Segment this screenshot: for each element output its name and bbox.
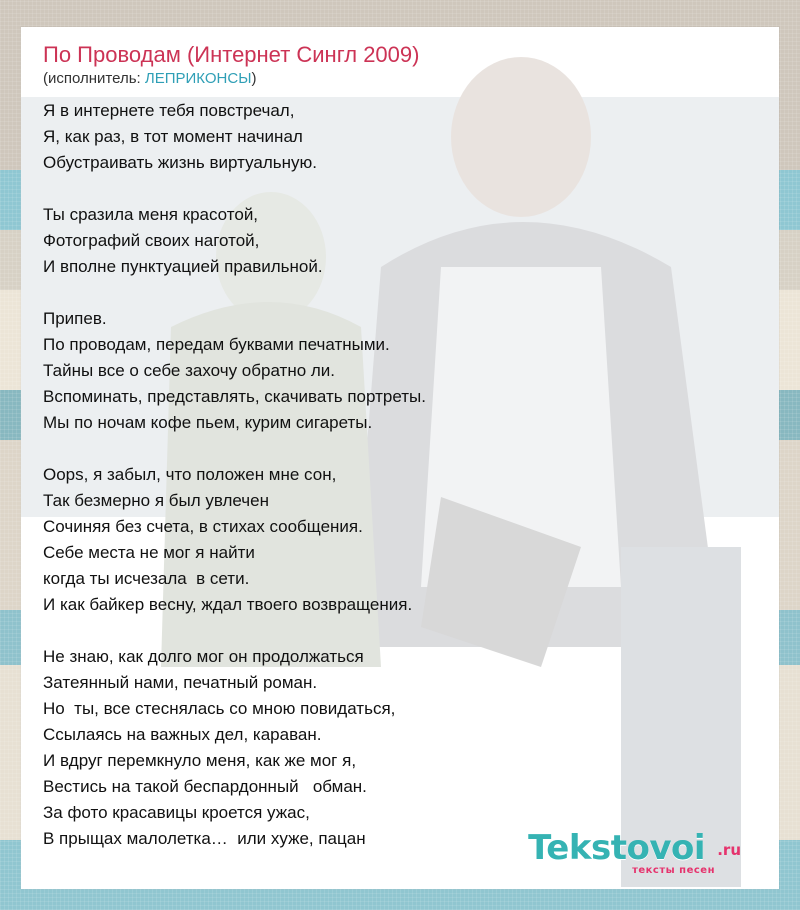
lyric-line: Сочиняя без счета, в стихах сообщения. [43, 517, 363, 536]
lyric-line: И как байкер весну, ждал твоего возвращения. [43, 595, 413, 614]
lyric-line: Ты сразила меня красотой, [43, 205, 259, 224]
performer-link[interactable]: ЛЕПРИКОНСЫ [144, 70, 252, 87]
stanza-chorus [43, 306, 759, 436]
stanza [43, 202, 759, 280]
logo-tld: .ru [717, 841, 741, 859]
performer-line [43, 69, 759, 89]
lyric-line: Oops, я забыл, что положен мне сон, [43, 465, 337, 484]
lyric-line: Мы по ночам кофе пьем, курим сигареты. [43, 413, 373, 432]
lyric-line: По проводам, передам буквами печатными. [43, 335, 390, 354]
lyric-line: Не знаю, как долго мог он продолжаться [43, 647, 364, 666]
lyrics-text [43, 98, 759, 852]
song-title: По Проводам (Интернет Сингл 2009) [43, 42, 420, 67]
lyric-line: Тайны все о себе захочу обратно ли. [43, 361, 336, 380]
lyric-line: В прыщах малолетка… или хуже, пацан [43, 829, 366, 848]
lyric-line: когда ты исчезала в сети. [43, 569, 250, 588]
lyrics-card [21, 27, 779, 889]
song-content [43, 41, 759, 878]
lyric-line: И вдруг перемкнуло меня, как же мог я, [43, 751, 357, 770]
stanza [43, 462, 759, 618]
lyric-line: Так безмерно я был увлечен [43, 491, 269, 510]
lyric-line: Затеянный нами, печатный роман. [43, 673, 318, 692]
lyric-line: За фото красавицы кроется ужас, [43, 803, 310, 822]
lyric-line: Вспоминать, представлять, скачивать портреты. [43, 387, 426, 406]
site-logo[interactable] [528, 828, 749, 879]
lyric-line: Ссылаясь на важных дел, караван. [43, 725, 322, 744]
lyric-line: Фотографий своих наготой, [43, 231, 260, 250]
lyric-line: Припев. [43, 309, 107, 328]
lyric-line: И вполне пунктуацией правильной. [43, 257, 323, 276]
lyric-line: Я, как раз, в тот момент начинал [43, 127, 303, 146]
lyric-line: Я в интернете тебя повстречал, [43, 101, 295, 120]
lyric-line: Обустраивать жизнь виртуальную. [43, 153, 317, 172]
stanza [43, 98, 759, 176]
lyric-line: Вестись на такой беспардонный обман. [43, 777, 367, 796]
lyric-line: Но ты, все стеснялась со мною повидаться, [43, 699, 396, 718]
stanza [43, 644, 759, 852]
performer-prefix: (исполнитель: [43, 70, 145, 87]
performer-suffix: ) [251, 70, 257, 87]
lyric-line: Себе места не мог я найти [43, 543, 255, 562]
logo-name: Tekstovoi [528, 828, 705, 868]
logo-tagline: тексты песен [632, 865, 715, 876]
